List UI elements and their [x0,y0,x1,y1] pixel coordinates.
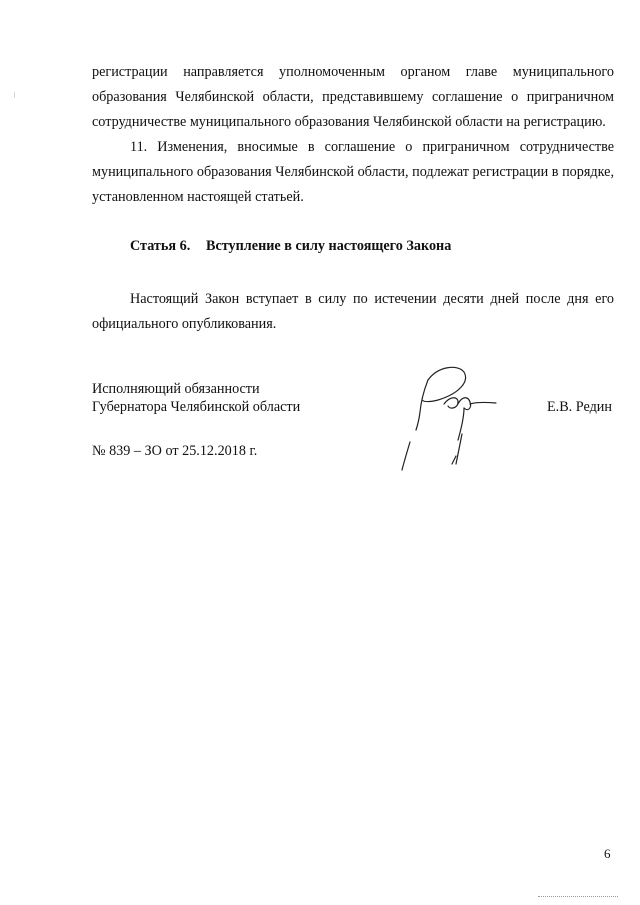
handwritten-signature [392,360,512,485]
paragraph-entry-into-force: Настоящий Закон вступает в силу по истечении десяти дней после дня его официального опубликования. [92,291,614,332]
footer-divider [538,896,618,897]
signatory-title-line-2: Губернатора Челябинской области [92,399,301,415]
article-title: Вступление в силу настоящего Закона [206,238,452,254]
paragraph-registration-direction: регистрации направляется уполномоченным органом главе муниципального образования Челябинской области, представившему соглашение о приграничном сотрудничестве муниципального образования Челябинской области на регистрацию. [92,64,614,130]
article-number: Статья 6. [130,238,191,254]
signatory-title [92,380,300,416]
margin-mark [14,92,15,98]
paragraph-item-11: 11. Изменения, вносимые в соглашение о приграничном сотрудничестве муниципального образования Челябинской области, подлежат регистрации в порядке, установленном настоящей статьей. [92,139,614,205]
article-heading [130,234,451,259]
signatory-name: Е.В. Редин [547,399,612,415]
signatory-title-line-1: Исполняющий обязанности [92,381,260,397]
page-number: 6 [604,846,611,861]
law-number-date: № 839 – ЗО от 25.12.2018 г. [92,443,258,459]
